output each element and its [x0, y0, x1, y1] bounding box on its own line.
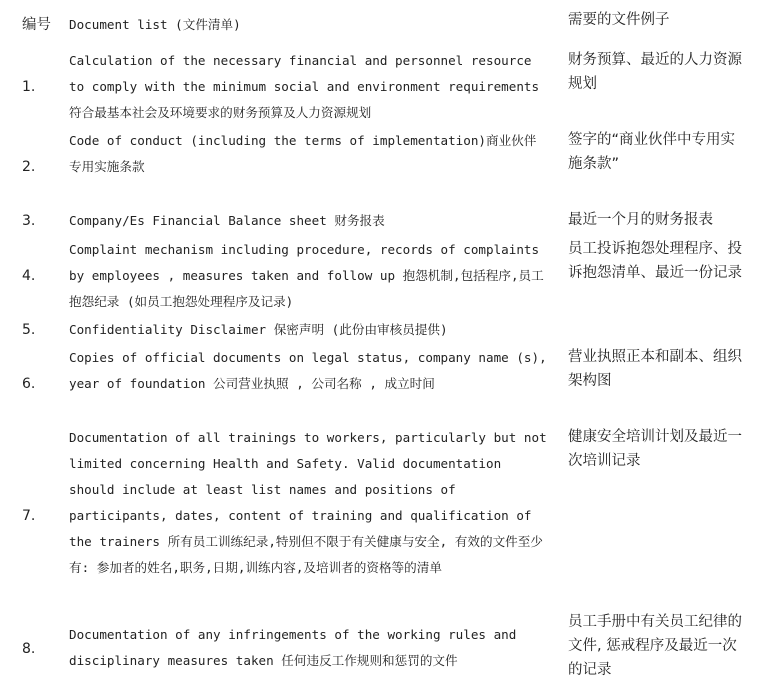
row-number: 5. — [22, 322, 36, 338]
row-document: Documentation of any infringements of the working rules and disciplinary measures taken 任何违反工作规则和惩罚的文件 — [69, 627, 517, 668]
row-document: Code of conduct (including the terms of implementation)商业伙伴专用实施条款 — [69, 133, 537, 174]
row-example: 员工投诉抱怨处理程序、投诉抱怨清单、最近一份记录 — [568, 241, 742, 281]
row-number: 1. — [22, 79, 36, 95]
row-number: 2. — [22, 159, 36, 175]
row-example: 员工手册中有关员工纪律的文件, 惩戒程序及最近一次的记录 — [568, 614, 742, 678]
row-example: 财务预算、最近的人力资源规划 — [568, 52, 742, 92]
row-document: Confidentiality Disclaimer 保密声明 (此份由审核员提供) — [69, 322, 448, 337]
header-document-list: Document list (文件清单) — [69, 17, 241, 32]
header-number: 编号 — [22, 17, 51, 33]
row-number: 4. — [22, 268, 36, 284]
row-number: 3. — [22, 213, 36, 229]
row-example: 签字的“商业伙伴中专用实施条款” — [568, 132, 736, 172]
row-number: 6. — [22, 376, 36, 392]
row-example: 最近一个月的财务报表 — [568, 212, 713, 228]
row-number: 8. — [22, 641, 36, 657]
row-example: 健康安全培训计划及最近一次培训记录 — [568, 429, 742, 469]
row-document: Calculation of the necessary financial and personnel resource to comply with the minimum social and environment requirements符合最基本社会及环境要求的财务预算及人力资源规划 — [69, 53, 540, 120]
header-example: 需要的文件例子 — [568, 12, 670, 28]
row-example: 营业执照正本和副本、组织架构图 — [568, 349, 742, 389]
row-document: Documentation of all trainings to workers, particularly but not limited concerning Health and Safety. Valid documentation should include at least list names and positions of participants, dates, content of training and qualification of the trainers 所有员工训练纪录,特别但不限于有关健康与安全, 有效的文件至少有: 参加者的姓名,职务,日期,训练内容,及培训者的资格等的清单 — [69, 430, 547, 575]
row-number: 7. — [22, 508, 36, 524]
row-document: Company/Es Financial Balance sheet 财务报表 — [69, 213, 385, 228]
row-document: Copies of official documents on legal status, company name (s), year of foundation 公司营业执照 , 公司名称 , 成立时间 — [69, 350, 547, 391]
row-document: Complaint mechanism including procedure, records of complaints by employees , measures taken and follow up 抱怨机制,包括程序,员工抱怨纪录 (如员工抱怨处理程序及记录) — [69, 242, 544, 309]
